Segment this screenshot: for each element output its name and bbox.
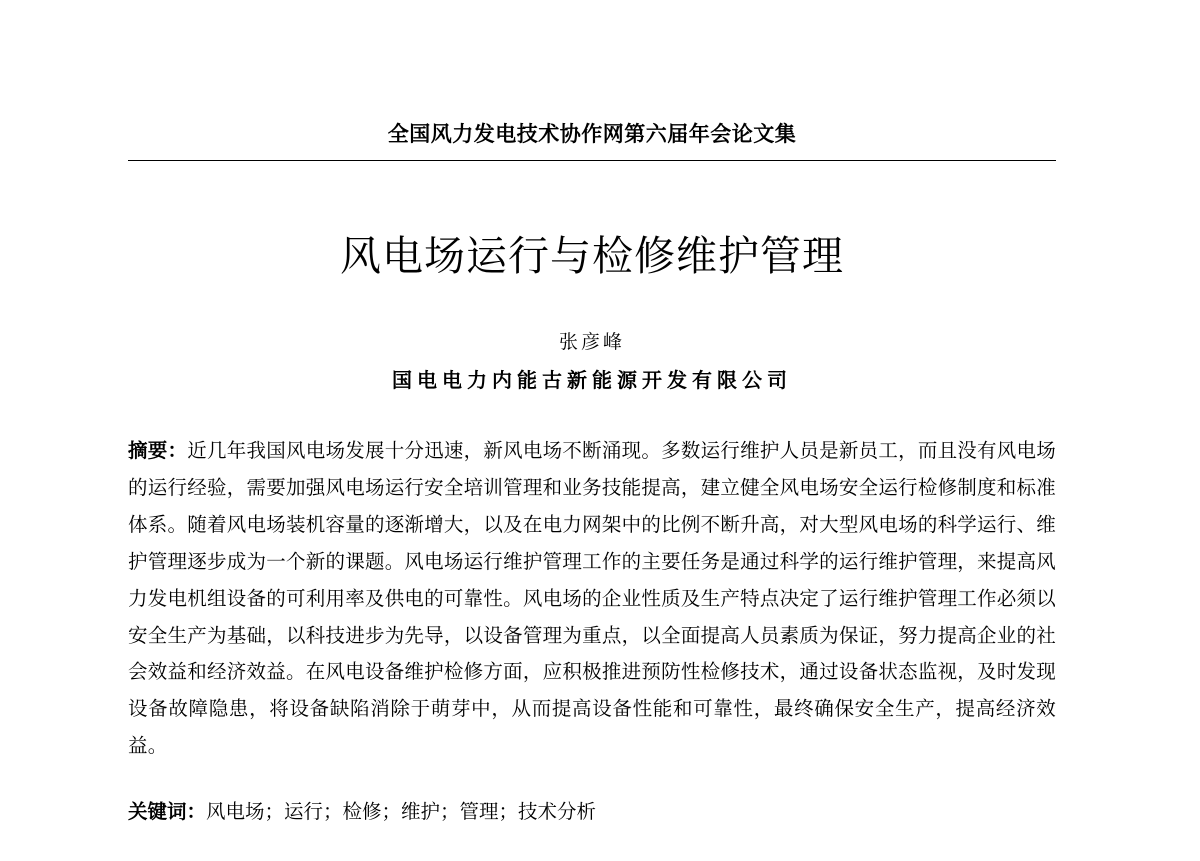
paper-title: 风电场运行与检修维护管理: [340, 232, 844, 280]
running-header: 全国风力发电技术协作网第六届年会论文集: [387, 122, 797, 146]
abstract-text: 近几年我国风电场发展十分迅速，新风电场不断涌现。多数运行维护人员是新员工，而且没有风电场的运行经验，需要加强风电场运行安全培训管理和业务技能提高，建立健全风电场安全运行检修制度和标准体系。随着风电场装机容量的逐渐增大，以及在电力网架中的比例不断升高，对大型风电场的科学运行、维护管理逐步成为一个新的课题。风电场运行维护管理工作的主要任务是通过科学的运行维护管理，来提高风力发电机组设备的可利用率及供电的可靠性。风电场的企业性质及生产特点决定了运行维护管理工作必须以安全生产为基础，以科技进步为先导，以设备管理为重点，以全面提高人员素质为保证，努力提高企业的社会效益和经济效益。在风电设备维护检修方面，应积极推进预防性检修技术，通过设备状态监视，及时发现设备故障隐患，将设备缺陷消除于萌芽中，从而提高设备性能和可靠性，最终确保安全生产，提高经济效益。: [128, 439, 1056, 758]
author-affiliation: 国电电力内能古新能源开发有限公司: [392, 368, 792, 392]
abstract: [128, 433, 1056, 765]
abstract-label: 摘要：: [128, 439, 188, 462]
author-name: 张彦峰: [558, 331, 625, 353]
keywords-label: 关键词：: [128, 800, 207, 823]
keywords-text: 风电场；运行；检修；维护；管理；技术分析: [206, 800, 597, 823]
header-rule: [128, 160, 1056, 161]
keywords: [128, 794, 1056, 830]
